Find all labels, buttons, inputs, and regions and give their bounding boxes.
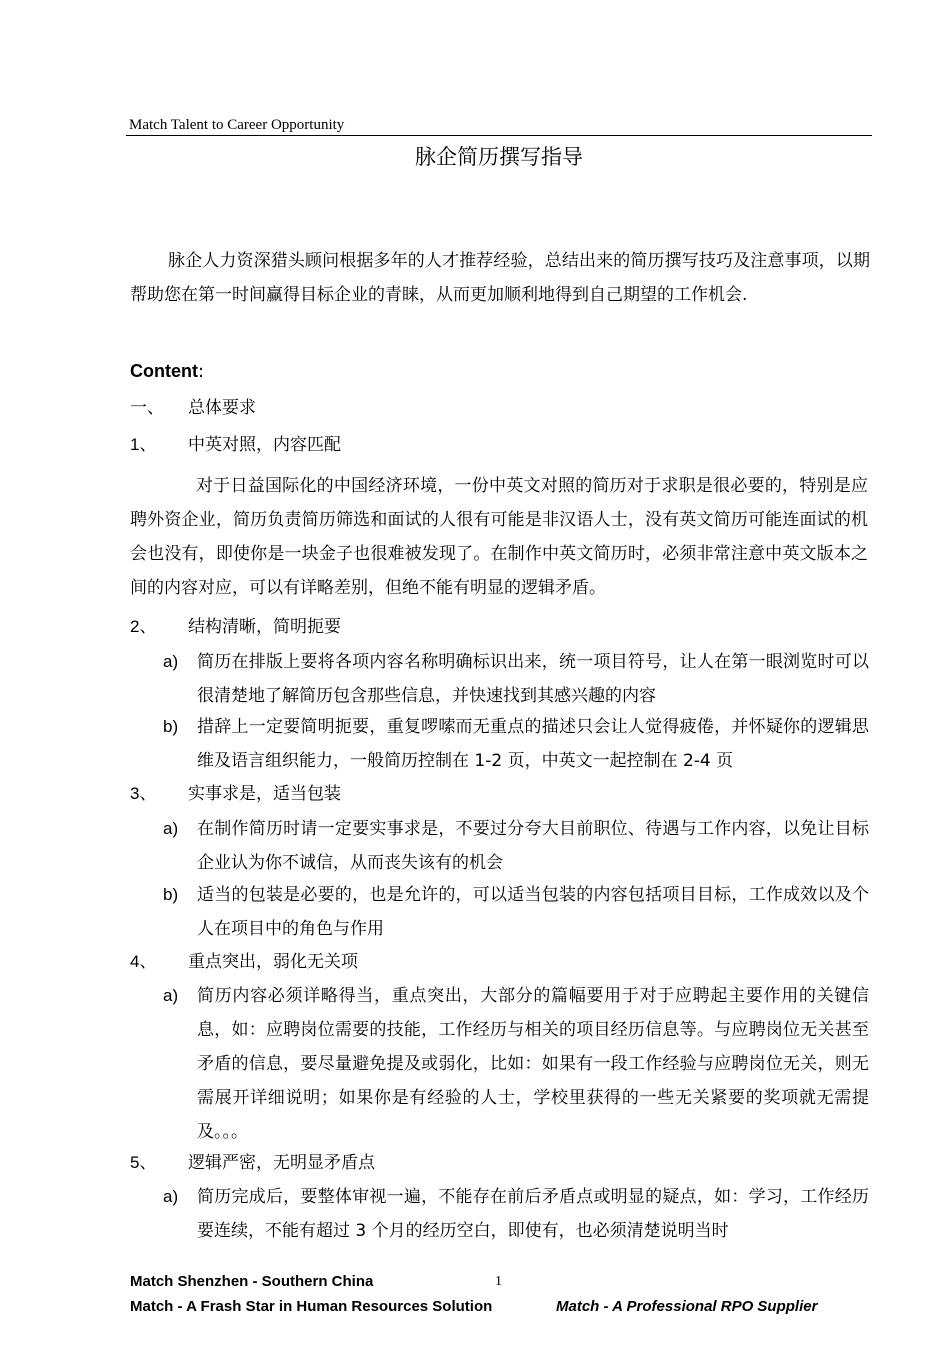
section-heading [130, 395, 256, 421]
item-heading-1 [130, 432, 341, 458]
item-heading-4 [130, 949, 358, 975]
footer-slogan: Match - A Professional RPO Supplier [556, 1298, 818, 1315]
item-title: 实事求是，适当包装 [188, 784, 341, 804]
section-title: 总体要求 [188, 398, 256, 418]
sub-marker: a) [163, 652, 179, 671]
item-heading-2 [130, 614, 341, 640]
sub-text: 简历在排版上要将各项内容名称明确标识出来，统一项目符号，让人在第一眼浏览时可以很清楚地了解简历包含那些信息，并快速找到其感兴趣的内容 [197, 652, 869, 706]
sub-text: 简历完成后，要整体审视一遍，不能存在前后矛盾点或明显的疑点，如：学习，工作经历要连续，不能有超过 3 个月的经历空白，即使有，也必须清楚说明当时 [197, 1187, 869, 1241]
intro-paragraph: 脉企人力资深猎头顾问根据多年的人才推荐经验，总结出来的简历撰写技巧及注意事项，以期帮助您在第一时间赢得目标企业的青睐，从而更加顺利地得到自己期望的工作机会. [130, 251, 870, 305]
footer-office: Match Shenzhen - Southern China [130, 1273, 374, 1290]
item-3-sub-b [163, 878, 869, 946]
item-number: 2、 [130, 617, 157, 636]
sub-marker: a) [163, 1187, 179, 1206]
item-5-sub-a [163, 1180, 869, 1248]
sub-text: 在制作简历时请一定要实事求是，不要过分夸大目前职位、待遇与工作内容，以免让目标企业认为你不诚信，从而丧失该有的机会 [197, 819, 869, 873]
header-tagline: Match Talent to Career Opportunity [129, 117, 345, 133]
content-heading [130, 358, 204, 385]
page-number: 1 [495, 1274, 502, 1289]
item-2-sub-a [163, 645, 869, 713]
item-number: 4、 [130, 952, 157, 971]
item-title: 中英对照，内容匹配 [188, 435, 341, 455]
item-heading-3 [130, 781, 341, 807]
footer-tagline: Match - A Frash Star in Human Resources Solution [130, 1298, 493, 1315]
section-number: 一、 [130, 398, 164, 417]
sub-marker: a) [163, 819, 179, 838]
content-heading-word: Content [130, 361, 198, 381]
item-number: 1、 [130, 435, 157, 454]
item-title: 重点突出，弱化无关项 [188, 952, 358, 972]
header-rule [126, 135, 872, 136]
sub-text: 适当的包装是必要的，也是允许的，可以适当包装的内容包括项目目标，工作成效以及个人在项目中的角色与作用 [197, 885, 869, 939]
item-number: 3、 [130, 784, 157, 803]
item-4-sub-a [163, 979, 869, 1149]
item-2-sub-b [163, 710, 869, 778]
item-number: 5、 [130, 1153, 157, 1172]
item-1-paragraph: 对于日益国际化的中国经济环境，一份中英文对照的简历对于求职是很必要的，特别是应聘外资企业，简历负责简历筛选和面试的人很有可能是非汉语人士，没有英文简历可能连面试的机会也没有，即使你是一块金子也很难被发现了。在制作中英文简历时，必须非常注意中英文版本之间的内容对应，可以有详略差别，但绝不能有明显的逻辑矛盾。 [130, 476, 868, 598]
sub-marker: b) [163, 885, 179, 904]
sub-marker: b) [163, 717, 179, 736]
item-3-sub-a [163, 812, 869, 880]
item-title: 结构清晰，简明扼要 [188, 617, 341, 637]
sub-text: 简历内容必须详略得当，重点突出，大部分的篇幅要用于对于应聘起主要作用的关键信息，如：应聘岗位需要的技能，工作经历与相关的项目经历信息等。与应聘岗位无关甚至矛盾的信息，要尽量避免提及或弱化，比如：如果有一段工作经验与应聘岗位无关，则无需展开详细说明；如果你是有经验的人士，学校里获得的一些无关紧要的奖项就无需提及。。。 [197, 986, 869, 1142]
item-title: 逻辑严密，无明显矛盾点 [188, 1153, 375, 1173]
sub-marker: a) [163, 986, 179, 1005]
content-heading-colon: : [197, 361, 205, 382]
item-heading-5 [130, 1150, 375, 1176]
sub-text: 措辞上一定要简明扼要，重复啰嗦而无重点的描述只会让人觉得疲倦，并怀疑你的逻辑思维及语言组织能力，一般简历控制在 1-2 页，中英文一起控制在 2-4 页 [197, 717, 869, 771]
document-title: 脉企简历撰写指导 [415, 145, 583, 169]
